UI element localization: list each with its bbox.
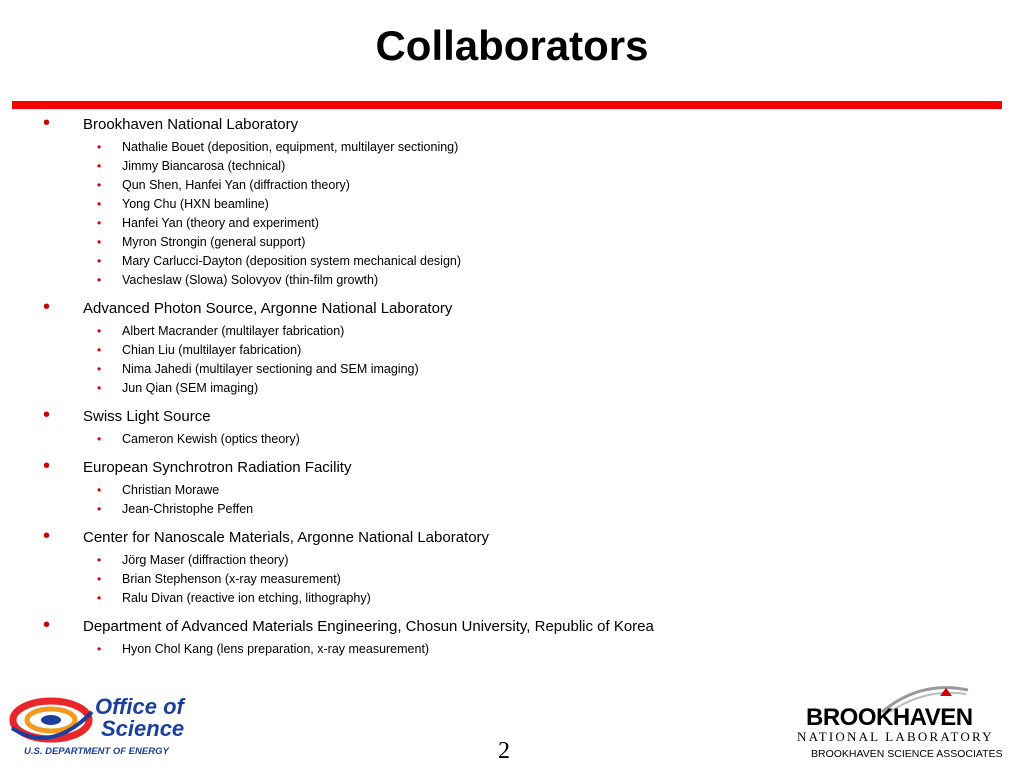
bullet-icon: • [97, 381, 102, 395]
bullet-icon: • [97, 140, 102, 154]
member-name: Christian Morawe [122, 483, 220, 497]
doe-logo-line1: Office of [95, 694, 184, 719]
member-item [0, 176, 1024, 195]
member-name: Qun Shen, Hanfei Yan (diffraction theory) [122, 178, 350, 192]
member-name: Brian Stephenson (x-ray measurement) [122, 572, 341, 586]
bullet-icon: • [97, 159, 102, 173]
member-name: Jun Qian (SEM imaging) [122, 381, 259, 395]
doe-logo-subtitle: U.S. DEPARTMENT OF ENERGY [24, 746, 169, 757]
member-name: Yong Chu (HXN beamline) [122, 197, 269, 211]
member-item [0, 322, 1024, 341]
doe-logo-line2: Science [101, 716, 185, 741]
bullet-icon: • [97, 483, 102, 497]
institution-name: Advanced Photon Source, Argonne National Laboratory [83, 300, 453, 317]
institution-name: Department of Advanced Materials Engineering, Chosun University, Republic of Korea [83, 618, 654, 635]
member-name: Nima Jahedi (multilayer sectioning and SEM imaging) [122, 362, 419, 376]
bullet-icon: • [97, 197, 102, 211]
institution-item [0, 296, 1024, 322]
member-name: Nathalie Bouet (deposition, equipment, multilayer sectioning) [122, 140, 459, 154]
member-name: Ralu Divan (reactive ion etching, lithography) [122, 591, 371, 605]
member-name: Jimmy Biancarosa (technical) [122, 159, 286, 173]
member-name: Myron Strongin (general support) [122, 235, 306, 249]
collaborator-group [0, 112, 1024, 296]
member-item [0, 195, 1024, 214]
institution-name: Center for Nanoscale Materials, Argonne National Laboratory [83, 529, 490, 546]
member-item [0, 341, 1024, 360]
bullet-icon: • [43, 455, 51, 477]
page-number: 2 [498, 738, 510, 764]
bullet-icon: • [97, 324, 102, 338]
member-item [0, 551, 1024, 570]
bullet-icon: • [97, 178, 102, 192]
collaborator-group [0, 455, 1024, 525]
slide-title: Collaborators [375, 22, 649, 69]
bullet-icon: • [43, 296, 51, 318]
institution-item [0, 112, 1024, 138]
member-item [0, 500, 1024, 519]
member-name: Chian Liu (multilayer fabrication) [122, 343, 302, 357]
bullet-icon: • [97, 553, 102, 567]
member-item [0, 233, 1024, 252]
member-name: Hanfei Yan (theory and experiment) [122, 216, 319, 230]
bullet-icon: • [43, 525, 51, 547]
member-name: Jean-Christophe Peffen [122, 502, 254, 516]
institution-item [0, 455, 1024, 481]
member-item [0, 481, 1024, 500]
bullet-icon: • [97, 343, 102, 357]
institution-item [0, 525, 1024, 551]
collaborator-group [0, 525, 1024, 614]
bnl-logo-associates: BROOKHAVEN SCIENCE ASSOCIATES [811, 748, 1003, 760]
group-spacer [0, 659, 1024, 665]
member-name: Hyon Chol Kang (lens preparation, x-ray measurement) [122, 642, 430, 656]
member-item [0, 640, 1024, 659]
bullet-icon: • [97, 362, 102, 376]
member-name: Albert Macrander (multilayer fabrication) [122, 324, 345, 338]
bullet-icon: • [43, 112, 51, 134]
bullet-icon: • [97, 432, 102, 446]
member-item [0, 271, 1024, 290]
bullet-icon: • [97, 591, 102, 605]
member-item [0, 430, 1024, 449]
bnl-logo-name: BROOKHAVEN [806, 704, 973, 731]
member-item [0, 252, 1024, 271]
member-name: Cameron Kewish (optics theory) [122, 432, 300, 446]
title-divider-bar [12, 101, 1002, 109]
bnl-logo-lab: NATIONAL LABORATORY [797, 729, 994, 744]
institution-name: Brookhaven National Laboratory [83, 116, 299, 133]
member-item [0, 589, 1024, 608]
bullet-icon: • [97, 642, 102, 656]
institution-item [0, 614, 1024, 640]
bullet-icon: • [43, 614, 51, 636]
bullet-icon: • [97, 235, 102, 249]
collaborator-group [0, 404, 1024, 455]
institution-item [0, 404, 1024, 430]
bullet-icon: • [97, 254, 102, 268]
member-item [0, 138, 1024, 157]
member-item [0, 570, 1024, 589]
institution-name: European Synchrotron Radiation Facility [83, 459, 352, 476]
institution-name: Swiss Light Source [83, 408, 211, 425]
bullet-icon: • [97, 273, 102, 287]
bullet-icon: • [97, 502, 102, 516]
member-item [0, 157, 1024, 176]
member-item [0, 379, 1024, 398]
member-item [0, 360, 1024, 379]
member-item [0, 214, 1024, 233]
collaborator-list [0, 112, 1024, 665]
collaborator-group [0, 296, 1024, 404]
member-name: Jörg Maser (diffraction theory) [122, 553, 289, 567]
bullet-icon: • [43, 404, 51, 426]
member-name: Vacheslaw (Slowa) Solovyov (thin-film growth) [122, 273, 379, 287]
bullet-icon: • [97, 572, 102, 586]
member-name: Mary Carlucci-Dayton (deposition system mechanical design) [122, 254, 462, 268]
bullet-icon: • [97, 216, 102, 230]
collaborator-group [0, 614, 1024, 665]
